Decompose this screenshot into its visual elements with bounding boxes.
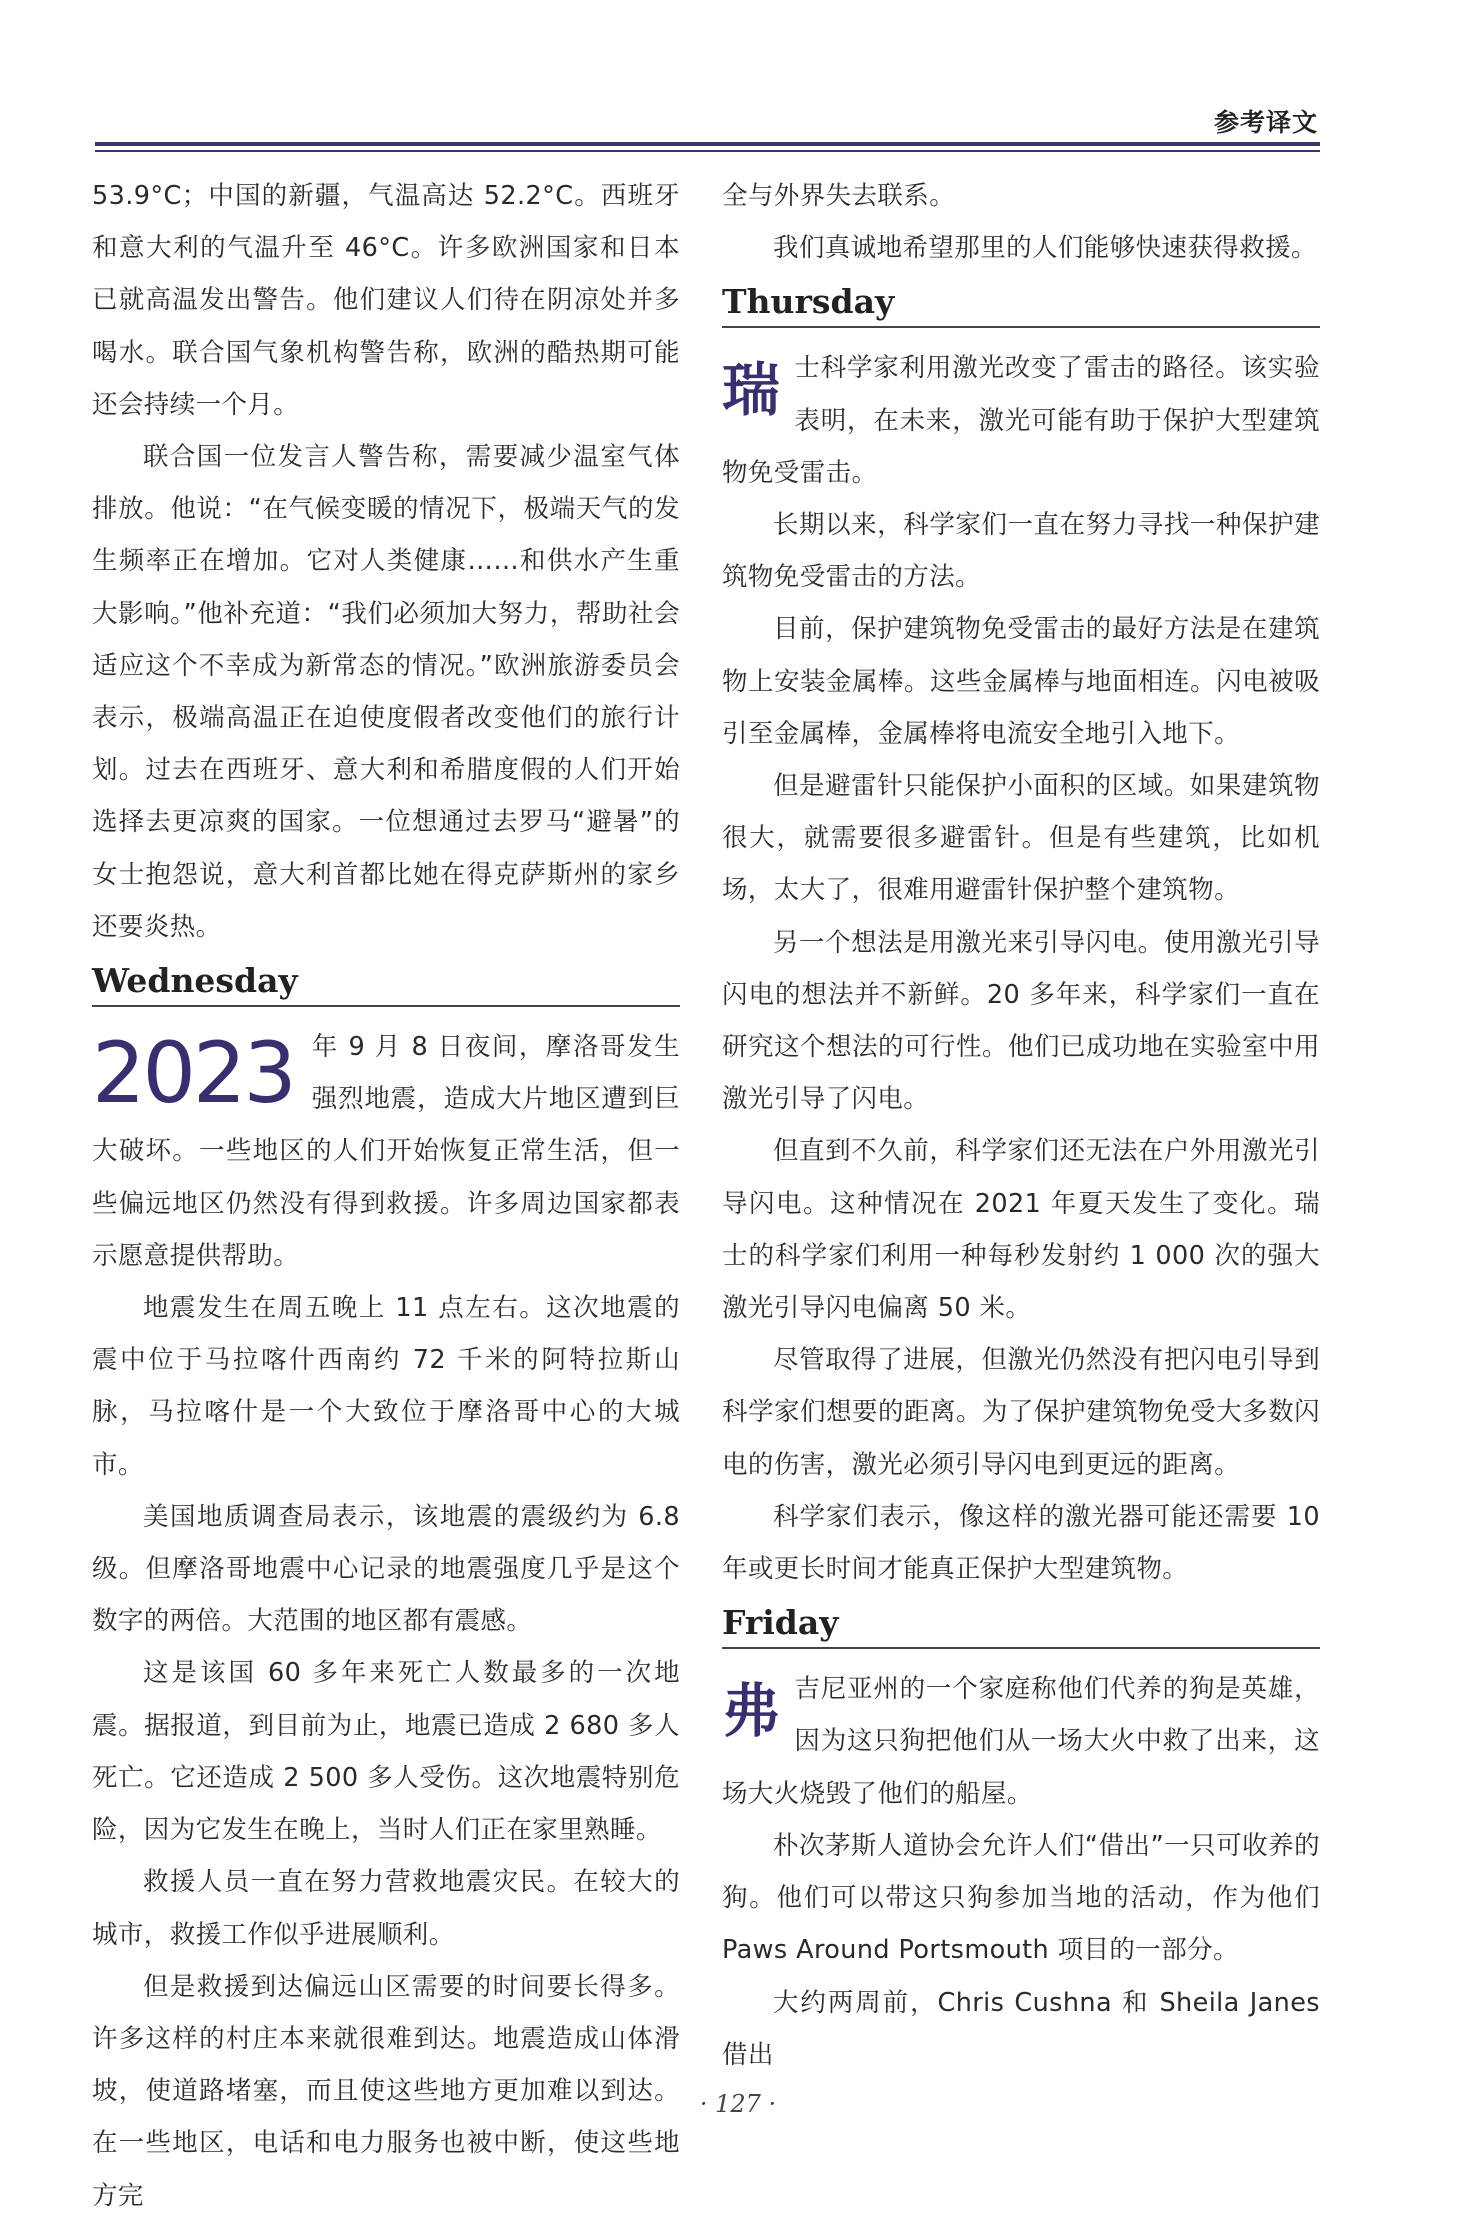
paragraph: 目前，保护建筑物免受雷击的最好方法是在建筑物上安装金属棒。这些金属棒与地面相连。闪电被吸引至金属棒，金属棒将电流安全地引入地下。 — [722, 614, 1320, 749]
lead-paragraph — [722, 342, 1320, 499]
lead-paragraph — [722, 1663, 1320, 1820]
paragraph: 朴次茅斯人道协会允许人们“借出”一只可收养的狗。他们可以带这只狗参加当地的活动，作为他们 Paws Around Portsmouth 项目的一部分。 — [722, 1830, 1320, 1966]
lead-text: 士科学家利用激光改变了雷击的路径。该实验表明，在未来，激光可能有助于保护大型建筑物免受雷击。 — [722, 353, 1320, 488]
header-divider-thin — [95, 150, 1320, 152]
section-title: 参考译文 — [1213, 108, 1318, 137]
page-number: · 127 · — [699, 2090, 777, 2118]
paragraph: 另一个想法是用激光来引导闪电。使用激光引导闪电的想法并不新鲜。20 多年来，科学家们一直在研究这个想法的可行性。他们已成功地在实验室中用激光引导了闪电。 — [722, 927, 1320, 1115]
section-heading-thursday: Thursday — [722, 280, 1320, 328]
left-column — [92, 170, 680, 2222]
paragraph: 53.9°C；中国的新疆，气温高达 52.2°C。西班牙和意大利的气温升至 46°C。许多欧洲国家和日本已就高温发出警告。他们建议人们待在阴凉处并多喝水。联合国气象机构警告称，欧洲的酷热期可能还会持续一个月。 — [92, 181, 680, 420]
header-divider — [95, 142, 1320, 146]
drop-cap-char: 弗 — [722, 1677, 781, 1746]
paragraph: 长期以来，科学家们一直在努力寻找一种保护建筑物免受雷击的方法。 — [722, 510, 1320, 593]
paragraph: 全与外界失去联系。 — [722, 181, 956, 211]
right-column — [722, 170, 1320, 2081]
paragraph: 救援人员一直在努力营救地震灾民。在较大的城市，救援工作似乎进展顺利。 — [92, 1867, 680, 1950]
section-heading-wednesday: Wednesday — [92, 959, 680, 1007]
paragraph: 联合国一位发言人警告称，需要减少温室气体排放。他说：“在气候变暖的情况下，极端天气的发生频率正在增加。它对人类健康……和供水产生重大影响。”他补充道：“我们必须加大努力，帮助社会适应这个不幸成为新常态的情况。”欧洲旅游委员会表示，极端高温正在迫使度假者改变他们的旅行计划。过去在西班牙、意大利和希腊度假的人们开始选择去更凉爽的国家。一位想通过去罗马“避暑”的女士抱怨说，意大利首都比她在得克萨斯州的家乡还要炎热。 — [92, 442, 680, 942]
paragraph: 这是该国 60 多年来死亡人数最多的一次地震。据报道，到目前为止，地震已造成 2 680 多人死亡。它还造成 2 500 多人受伤。这次地震特别危险，因为它发生在晚上，当时人们正在家里熟睡。 — [92, 1658, 680, 1846]
drop-cap-char: 瑞 — [722, 356, 781, 425]
paragraph: 科学家们表示，像这样的激光器可能还需要 10 年或更长时间才能真正保护大型建筑物。 — [722, 1501, 1320, 1585]
lead-paragraph — [92, 1021, 680, 1282]
paragraph: 尽管取得了进展，但激光仍然没有把闪电引导到科学家们想要的距离。为了保护建筑物免受大多数闪电的伤害，激光必须引导闪电到更远的距离。 — [722, 1345, 1320, 1480]
paragraph: 但是避雷针只能保护小面积的区域。如果建筑物很大，就需要很多避雷针。但是有些建筑，比如机场，太大了，很难用避雷针保护整个建筑物。 — [722, 771, 1320, 906]
section-heading-friday: Friday — [722, 1601, 1320, 1649]
lead-text: 年 9 月 8 日夜间，摩洛哥发生强烈地震，造成大片地区遭到巨大破坏。一些地区的人们开始恢复正常生活，但一些偏远地区仍然没有得到救援。许多周边国家都表示愿意提供帮助。 — [92, 1032, 680, 1271]
paragraph: 地震发生在周五晚上 11 点左右。这次地震的震中位于马拉喀什西南约 72 千米的阿特拉斯山脉，马拉喀什是一个大致位于摩洛哥中心的大城市。 — [92, 1293, 680, 1480]
lead-text: 吉尼亚州的一个家庭称他们代养的狗是英雄，因为这只狗把他们从一场大火中救了出来，这场大火烧毁了他们的船屋。 — [722, 1674, 1320, 1809]
paragraph: 但直到不久前，科学家们还无法在户外用激光引导闪电。这种情况在 2021 年夏天发生了变化。瑞士的科学家们利用一种每秒发射约 1 000 次的强大激光引导闪电偏离 50 米。 — [722, 1136, 1320, 1324]
paragraph: 美国地质调查局表示，该地震的震级约为 6.8 级。但摩洛哥地震中心记录的地震强度几乎是这个数字的两倍。大范围的地区都有震感。 — [92, 1501, 680, 1637]
paragraph: 我们真诚地希望那里的人们能够快速获得救援。 — [773, 233, 1317, 264]
paragraph: 大约两周前，Chris Cushna 和 Sheila Janes 借出 — [722, 1987, 1320, 2070]
drop-cap-year: 2023 — [92, 1024, 294, 1123]
paragraph: 但是救援到达偏远山区需要的时间要长得多。许多这样的村庄本来就很难到达。地震造成山体滑坡，使道路堵塞，而且使这些地方更加难以到达。在一些地区，电话和电力服务也被中断，使这些地方完 — [92, 1971, 680, 2211]
